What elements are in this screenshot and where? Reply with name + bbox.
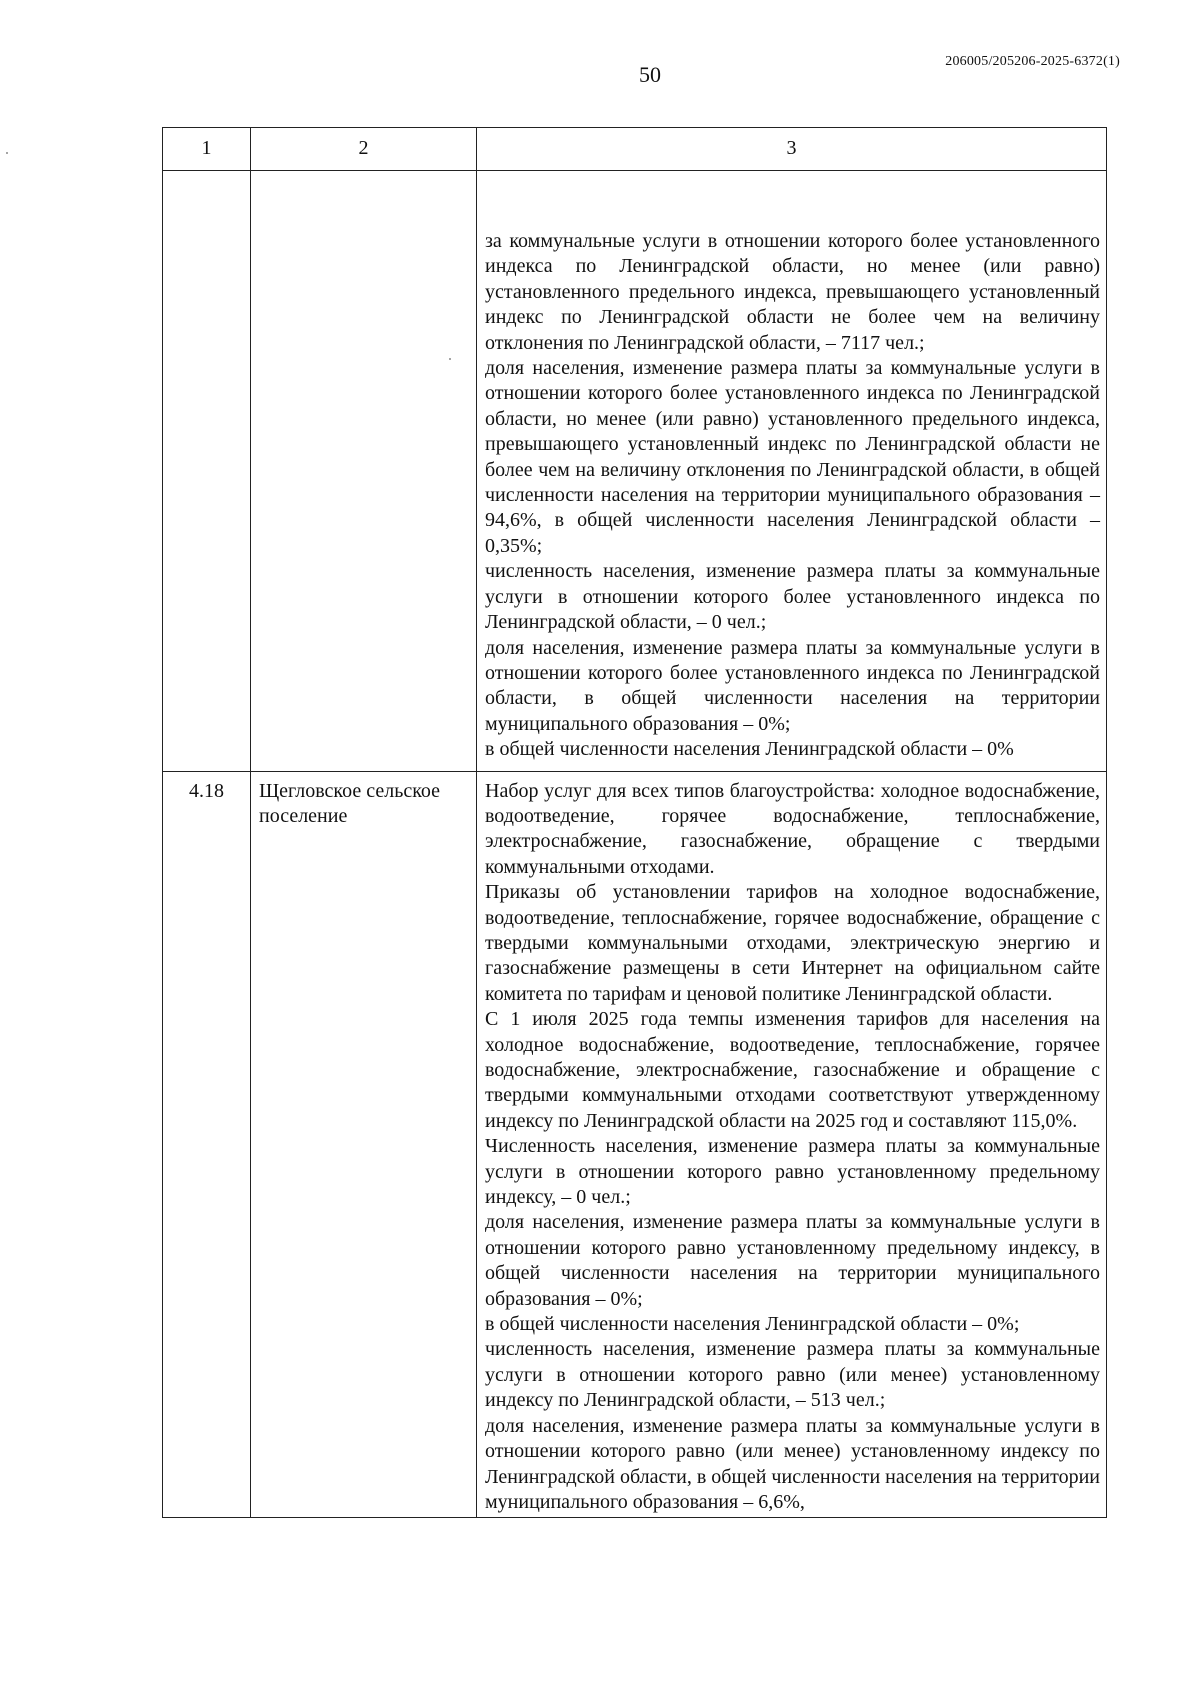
scan-artifact — [6, 152, 8, 154]
column-header-2: 2 — [251, 128, 477, 171]
page-number: 50 — [639, 62, 661, 87]
scan-artifact — [449, 358, 451, 360]
row-number-cell — [163, 171, 251, 772]
table-row — [163, 171, 1107, 772]
tariff-table — [162, 127, 1107, 1518]
description-paragraph: в общей численности населения Ленинградской области – 0%; — [485, 1313, 1020, 1336]
description-paragraph: численность населения, изменение размера платы за коммунальные услуги в отношении которого равно (или менее) установленному индексу по Ленинградской области, – 513 чел.; — [485, 1338, 1100, 1412]
description-paragraph: Численность населения, изменение размера платы за коммунальные услуги в отношении которого равно установленному предельному индексу, – 0 чел.; — [485, 1135, 1100, 1209]
column-header-1: 1 — [163, 128, 251, 171]
municipality-name-cell: Щегловское сельское поселение — [251, 771, 477, 1518]
description-paragraph: доля населения, изменение размера платы за коммунальные услуги в отношении которого более установленного индекса по Ленинградской области, но менее (или равно) установленного предельного индекса, превышающего установленный индекс по Ленинградской области не более чем на величину отклонения по Ленинградской области, в общей численности населения на территории муниципального образования – 94,6%, в общей численности населения Ленинградской области – 0,35%; — [485, 357, 1100, 557]
description-cell — [477, 771, 1107, 1518]
description-paragraph: Приказы об установлении тарифов на холодное водоснабжение, водоотведение, теплоснабжение, горячее водоснабжение, обращение с твердыми коммунальными отходами, электрическую энергию и газоснабжение размещены в сети Интернет на официальном сайте комитета по тарифам и ценовой политике Ленинградской области. — [485, 881, 1100, 1005]
description-cell — [477, 171, 1107, 772]
description-paragraph: в общей численности населения Ленинградской области – 0% — [485, 738, 1014, 761]
table-row — [163, 771, 1107, 1518]
description-paragraph: Набор услуг для всех типов благоустройства: холодное водоснабжение, водоотведение, горячее водоснабжение, теплоснабжение, электроснабжение, газоснабжение, обращение с твердыми коммунальными отходами. — [485, 779, 1100, 878]
table-header-row — [163, 128, 1107, 171]
description-paragraph: С 1 июля 2025 года темпы изменения тарифов для населения на холодное водоснабжение, водоотведение, теплоснабжение, горячее водоснабжение, электроснабжение, газоснабжение и обращение с твердыми коммунальными отходами соответствуют утвержденному индексу по Ленинградской области на 2025 год и составляют 115,0%. — [485, 1008, 1100, 1132]
description-paragraph: доля населения, изменение размера платы за коммунальные услуги в отношении которого равно (или менее) установленному индексу по Ленинградской области, в общей численности населения на территории муниципального образования – 6,6%, — [485, 1414, 1100, 1513]
description-paragraph: за коммунальные услуги в отношении которого более установленного индекса по Ленинградской области, но менее (или равно) установленного предельного индекса, превышающего установленный индекс по Ленинградской области не более чем на величину отклонения по Ленинградской области, – 7117 чел.; — [485, 230, 1100, 354]
municipality-name-cell — [251, 171, 477, 772]
description-paragraph: численность населения, изменение размера платы за коммунальные услуги в отношении которого более установленного индекса по Ленинградской области, – 0 чел.; — [485, 560, 1100, 634]
document-id: 206005/205206-2025-6372(1) — [945, 54, 1120, 69]
description-paragraph: доля населения, изменение размера платы за коммунальные услуги в отношении которого равно установленному предельному индексу, в общей численности населения на территории муниципального образования – 0%; — [485, 1211, 1100, 1310]
description-paragraph: доля населения, изменение размера платы за коммунальные услуги в отношении которого более установленного индекса по Ленинградской области, в общей численности населения на территории муниципального образования – 0%; — [485, 636, 1100, 735]
row-number-cell: 4.18 — [163, 771, 251, 1518]
column-header-3: 3 — [477, 128, 1107, 171]
